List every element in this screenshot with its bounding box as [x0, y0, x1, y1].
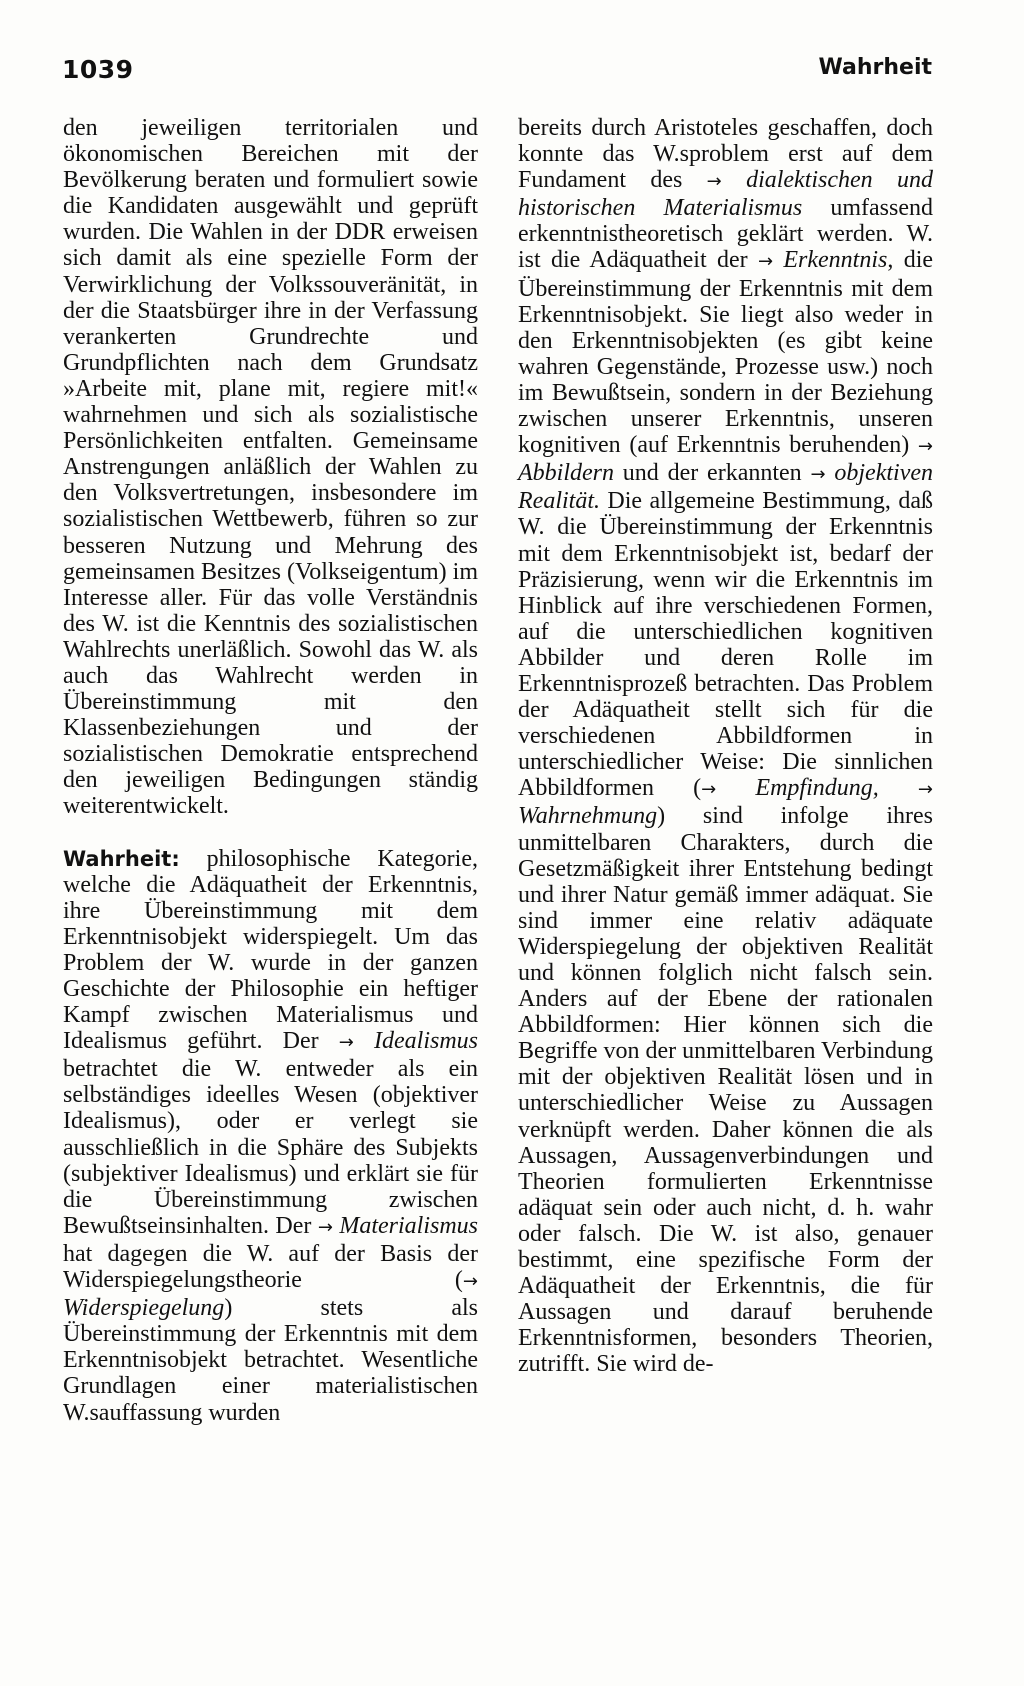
cross-reference-wahrnehmung[interactable]: Wahrnehmung [518, 803, 658, 830]
cross-reference-arrow-icon: → [810, 464, 826, 486]
paragraph-gap [63, 820, 478, 846]
running-head: Wahrheit [818, 55, 932, 80]
entry-text: betrachtet die W. entweder als ein selbständiges ideelles Wesen (objektiver Idealismus), oder er verlegt sie ausschließlich in die Sphäre des Subjekts (subjektiver Idealismus) und erklärt sie für die Übereinstimmung zwischen Bewußtseinsinhalten. Der [63, 1056, 478, 1239]
left-column [63, 115, 478, 1426]
entry-text: philosophische Kategorie, welche die Adäquatheit der Erkenntnis, ihre Übereinstimmung mit dem Erkenntnisobjekt widerspiegelt. Um das Problem der W. wurde in der ganzen Geschichte der Philosophie ein heftiger Kampf zwischen Materialismus und Idealismus geführt. Der [63, 845, 478, 1055]
entry-text: und der erkannten [614, 460, 811, 487]
cross-reference-arrow-icon: → [706, 171, 722, 193]
entry-text: ) sind infolge ihres unmittelbaren Charakters, durch die Gesetzmäßigkeit ihrer Entstehung bedingt und ihrer Natur gemäß immer adäquat. Sie sind immer eine relativ adäquate Widerspiegelung der objektiven Realität und können folglich nicht falsch sein. Anders auf der Ebene der rationalen Abbildformen: Hier können sich die Begriffe von der unmittelbaren Verbindung mit der objektiven Realität lösen und in unterschiedlicher Weise zu Aussagen verknüpft werden. Daher können die als Aussagen, Aussagenverbindungen und Theorien formulierten Erkenntnisse adäquat sein oder auch nicht, d. h. wahr oder falsch. Die W. ist also, genauer bestimmt, eine spezifische Form der Adäquatheit der Erkenntnis, die für Aussagen und darauf beruhende Erkenntnisformen, besonders Theorien, zutrifft. Sie wird de- [518, 803, 934, 1378]
page-header [62, 55, 932, 95]
previous-entry-continuation: den jeweiligen territorialen und ökonomischen Bereichen mit der Bevölkerung beraten und formuliert sowie die Kandidaten ausgewählt und geprüft wurden. Die Wahlen in der DDR erweisen sich damit als eine spezielle Form der Verwirklichung der Volkssouveränität, in der die Staatsbürger ihre in der Verfassung verankerten Grundrechte und Grundpflichten nach dem Grundsatz »Arbeite mit, plane mit, regiere mit!« wahrnehmen und sich als sozialistische Persönlichkeiten entfalten. Gemeinsame Anstrengungen anläßlich der Wahlen zu den Volksvertretungen, insbesondere im sozialistischen Wettbewerb, führen so zur besseren Nutzung und Mehrung des gemeinsamen Besitzes (Volkseigentum) im Interesse aller. Für das volle Verständnis des W. ist die Kenntnis des sozialistischen Wahlrechts unerläßlich. Sowohl das W. als auch das Wahlrecht werden in Übereinstimmung mit den Klassenbeziehungen und der sozialistischen Demokratie entsprechend den jeweiligen Bedingungen ständig weiterentwickelt. [63, 115, 478, 820]
entry-wahrheit [63, 846, 478, 1426]
entry-text: umfassend erkenntnistheoretisch geklärt werden. W. ist die Adäquatheit der [518, 195, 933, 274]
entry-text: hat dagegen die W. auf der Basis der Widerspiegelungstheorie ( [63, 1240, 478, 1294]
cross-reference-empfindung[interactable]: Empfindung, [755, 775, 879, 802]
entry-lemma: Wahrheit: [63, 846, 180, 871]
right-column [518, 115, 933, 1378]
cross-reference-widerspiegelung[interactable]: Widerspiegelung [63, 1295, 225, 1322]
cross-reference-arrow-icon: → [317, 1216, 333, 1238]
cross-reference-idealismus[interactable]: Idealismus [374, 1028, 479, 1055]
cross-reference-arrow-icon: → [462, 1271, 478, 1293]
cross-reference-arrow-icon: → [701, 779, 717, 801]
cross-reference-materialismus[interactable]: Materialismus [339, 1212, 479, 1239]
entry-text: , die Übereinstimmung der Erkenntnis mit dem Erkenntnisobjekt. Sie liegt also weder in den Erkenntnisobjekten (es gibt keine wahren Gegenstände, Prozesse usw.) noch im Bewußtsein, sondern in der Beziehung zwischen unserer Erkenntnis, unseren kognitiven (auf Erkenntnis beruhenden) [518, 247, 934, 459]
cross-reference-arrow-icon: → [917, 779, 933, 801]
cross-reference-abbildern[interactable]: Abbildern [518, 460, 614, 487]
entry-text: bereits durch Aristoteles geschaffen, doch konnte das W.sproblem erst auf dem Fundament des [518, 115, 933, 194]
entry-text: Die allgemeine Bestimmung, daß W. die Übereinstimmung der Erkenntnis mit dem Erkenntnisobjekt ist, bedarf der Präzisierung, wenn wir die Erkenntnis im Hinblick auf ihre verschiedenen Formen, auf die unterschiedlichen kognitiven Abbilder und deren Rolle im Erkenntnisprozeß betrachten. Das Problem der Adäquatheit stellt sich für die verschiedenen Abbildformen in unterschiedlicher Weise: Die sinnlichen Abbildformen ( [518, 488, 933, 802]
cross-reference-objektive-realitaet[interactable]: objektiven Realität. [518, 460, 934, 515]
page-number: 1039 [62, 55, 134, 84]
entry-wahrheit-continued [518, 115, 933, 1378]
cross-reference-erkenntnis[interactable]: Erkenntnis [783, 247, 888, 274]
cross-reference-dialektischer-materialismus[interactable]: dialektischen und historischen Materialismus [518, 167, 934, 222]
cross-reference-arrow-icon: → [917, 436, 933, 458]
cross-reference-arrow-icon: → [338, 1032, 354, 1054]
entry-text: ) stets als Übereinstimmung der Erkenntnis mit dem Erkenntnisobjekt betrachtet. Wesentliche Grundlagen einer materialistischen W.sauffassung wurden [63, 1295, 478, 1426]
cross-reference-arrow-icon: → [757, 251, 774, 273]
